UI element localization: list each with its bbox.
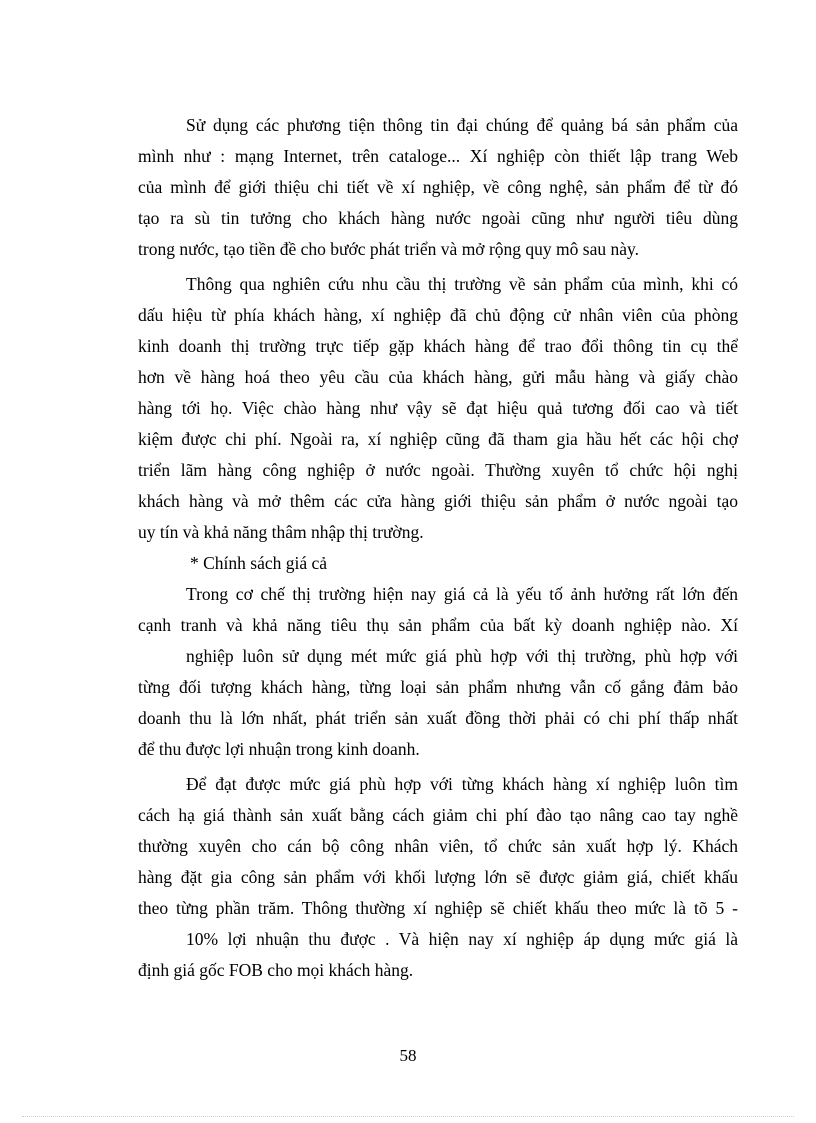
text-line: nghiệp luôn sử dụng mét mức giá phù hợp với thị trường, phù hợp với — [186, 646, 738, 666]
text-line: hàng đặt gia công sản phẩm với khối lượng lớn sẽ được giảm giá, chiết khấu — [138, 867, 738, 887]
text-line: 10% lợi nhuận thu được . Và hiện nay xí nghiệp áp dụng mức giá là — [186, 929, 738, 949]
text-line: theo từng phần trăm. Thông thường xí nghiệp sẽ chiết khấu theo mức là tõ 5 - — [138, 898, 738, 918]
text-line: trong nước, tạo tiền đề cho bước phát triển và mở rộng quy mô sau này. — [138, 239, 639, 259]
text-line: Sử dụng các phương tiện thông tin đại chúng để quảng bá sản phẩm của — [186, 115, 738, 135]
text-line: hơn về hàng hoá theo yêu cầu của khách hàng, gửi mẫu hàng và giấy chào — [138, 367, 738, 387]
text-line: triển lãm hàng công nghiệp ở nước ngoài. Thường xuyên tổ chức hội nghị — [138, 460, 738, 480]
text-line: cạnh tranh và khả năng tiêu thụ sản phẩm của bất kỳ doanh nghiệp nào. Xí — [138, 615, 738, 635]
text-line: định giá gốc FOB cho mọi khách hàng. — [138, 960, 414, 980]
text-line: Thông qua nghiên cứu nhu cầu thị trường về sản phẩm của mình, khi có — [186, 274, 738, 294]
text-line: hàng tới họ. Việc chào hàng như vậy sẽ đạt hiệu quả tương đối cao và tiết — [138, 398, 738, 418]
text-line: dấu hiệu từ phía khách hàng, xí nghiệp đã chủ động cử nhân viên của phòng — [138, 305, 738, 325]
paragraph — [138, 769, 738, 986]
page-bottom-rule — [22, 1116, 794, 1117]
text-line: doanh thu là lớn nhất, phát triển sản xuất đồng thời phải có chi phí thấp nhất — [138, 708, 738, 728]
text-line: từng đối tượng khách hàng, từng loại sản phẩm nhưng vẫn cố gắng đảm bảo — [138, 677, 738, 697]
text-line: kiệm được chi phí. Ngoài ra, xí nghiệp cũng đã tham gia hầu hết các hội chợ — [138, 429, 738, 449]
text-line: thường xuyên cho cán bộ công nhân viên, tổ chức sản xuất hợp lý. Khách — [138, 836, 738, 856]
text-line: để thu được lợi nhuận trong kinh doanh. — [138, 739, 420, 759]
section-heading: * Chính sách giá cả — [190, 553, 328, 573]
paragraph — [138, 110, 738, 265]
text-line: uy tín và khả năng thâm nhập thị trường. — [138, 522, 424, 542]
text-line: tạo ra sù tin tưởng cho khách hàng nước ngoài cũng như người tiêu dùng — [138, 208, 738, 228]
text-line: Để đạt được mức giá phù hợp với từng khách hàng xí nghiệp luôn tìm — [186, 774, 738, 794]
text-line: cách hạ giá thành sản xuất bằng cách giảm chi phí đào tạo nâng cao tay nghề — [138, 805, 738, 825]
text-line: Trong cơ chế thị trường hiện nay giá cả là yếu tố ảnh hưởng rất lớn đến — [186, 584, 738, 604]
text-line: khách hàng và mở thêm các cửa hàng giới thiệu sản phẩm ở nước ngoài tạo — [138, 491, 738, 511]
paragraph — [138, 269, 738, 548]
text-line: kinh doanh thị trường trực tiếp gặp khách hàng để trao đổi thông tin cụ thể — [138, 336, 738, 356]
paragraph — [138, 579, 738, 765]
document-body — [138, 110, 738, 986]
page-number: 58 — [399, 1046, 417, 1065]
text-line: của mình để giới thiệu chi tiết về xí nghiệp, về công nghệ, sản phẩm để từ đó — [138, 177, 738, 197]
text-line: mình như : mạng Internet, trên cataloge... Xí nghiệp còn thiết lập trang Web — [138, 146, 738, 166]
